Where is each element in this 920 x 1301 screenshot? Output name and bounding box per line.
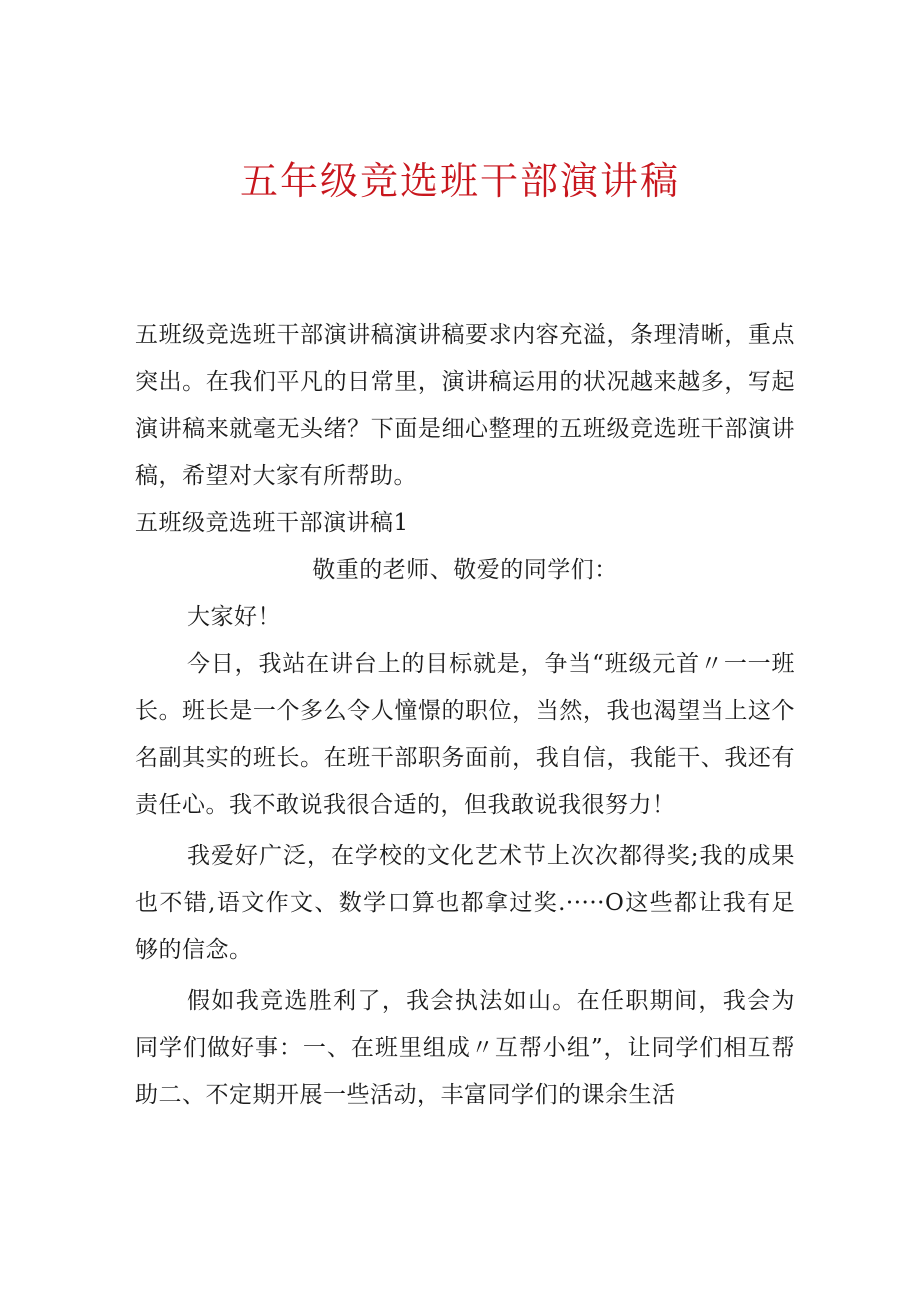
section-heading: 五班级竞选班干部演讲稿1	[135, 510, 409, 536]
document-title: 五年级竞选班干部演讲稿	[239, 159, 680, 203]
body-paragraph: 我爱好广泛，在学校的文化艺术节上次次都得奖;我的成果也不错,语文作文、数学口算也都拿过奖.·····O这些都让我有足够的信念。	[135, 843, 795, 963]
body-paragraph: 今日，我站在讲台上的目标就是，争当“班级元首〃一一班长。班长是一个多么令人憧憬的职位，当然，我也渴望当上这个名副其实的班长。在班干部职务面前，我自信，我能干、我还有责任心。我不敢说我很合适的，但我敢说我很努力！	[135, 651, 795, 818]
document-body	[135, 312, 795, 1119]
greeting: 大家好！	[187, 604, 281, 630]
salutation: 敬重的老师、敬爱的同学们：	[312, 557, 618, 583]
intro-paragraph: 五班级竞选班干部演讲稿演讲稿要求内容充溢，条理清晰，重点突出。在我们平凡的日常里，演讲稿运用的状况越来越多，写起演讲稿来就毫无头绪？下面是细心整理的五班级竞选班干部演讲稿，希望对大家有所帮助。	[135, 322, 795, 489]
body-paragraph: 假如我竞选胜利了，我会执法如山。在任职期间，我会为同学们做好事：一、在班里组成〃互帮小组”，让同学们相互帮助二、不定期开展一些活动，丰富同学们的课余生活	[135, 988, 795, 1108]
